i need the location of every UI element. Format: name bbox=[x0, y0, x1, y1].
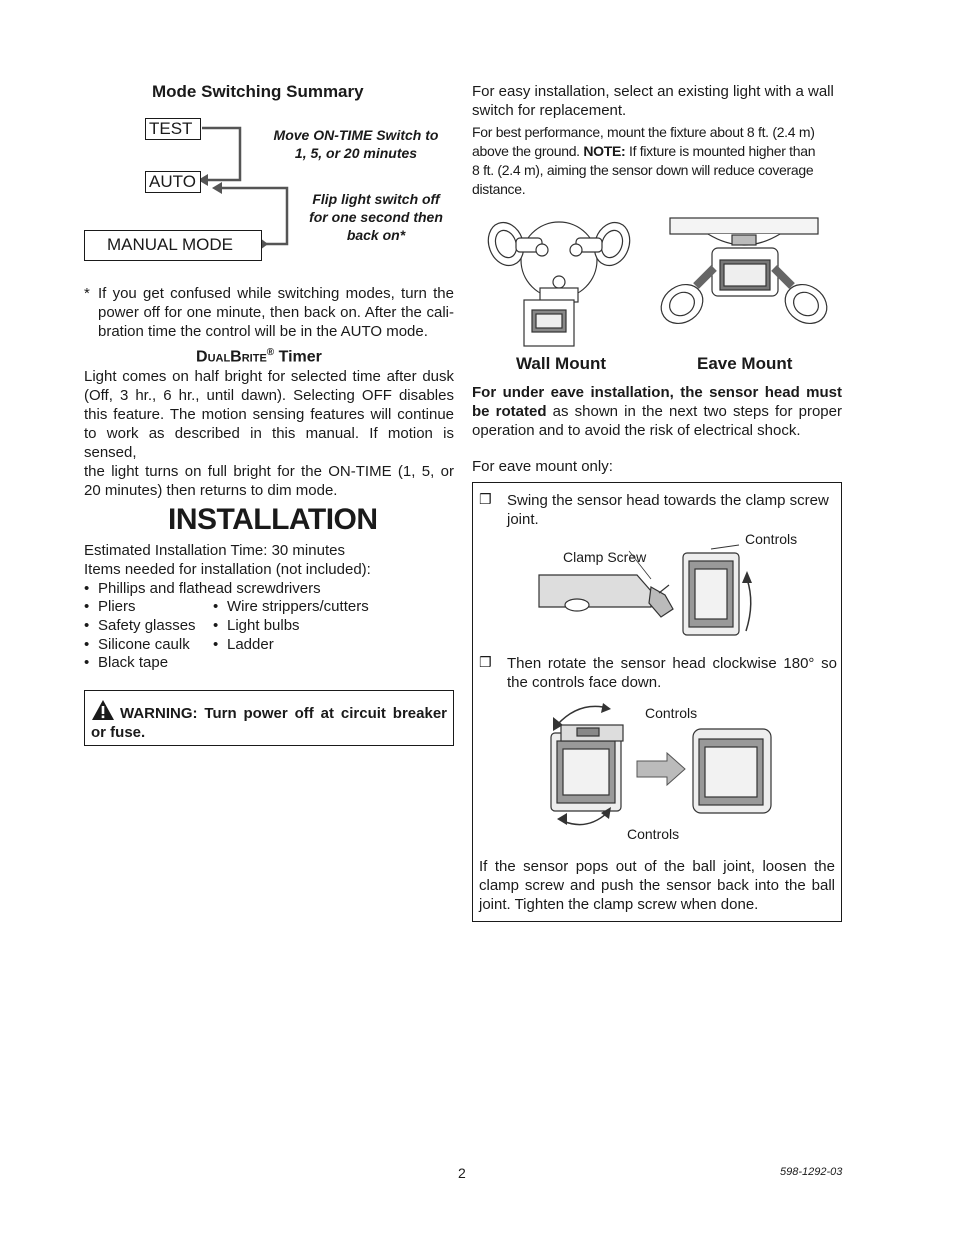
footnote-line: power off for one minute, then back on. After the cali- bbox=[98, 304, 454, 321]
manual-mode-label: MANUAL MODE bbox=[84, 230, 262, 261]
list-item: • Ladder bbox=[227, 635, 274, 654]
list-item: • Safety glasses bbox=[98, 616, 196, 635]
perf-line: If fixture is mounted higher than bbox=[625, 143, 816, 159]
perf-line: For best performance, mount the fixture about 8 ft. (2.4 m) bbox=[472, 124, 815, 140]
ontime-note-line: Move ON-TIME Switch to bbox=[273, 127, 439, 143]
dualbrite-title-part: B bbox=[230, 348, 242, 366]
clamp-screw-label: Clamp Screw bbox=[563, 549, 647, 565]
dualbrite-line: the light turns on full bright for the ON-TIME (1, 5, or bbox=[84, 463, 454, 480]
footnote-line: bration time the control will be in the AUTO mode. bbox=[98, 323, 428, 340]
easy-line: switch for replacement. bbox=[472, 102, 627, 119]
eave-line: be rotated bbox=[472, 403, 547, 420]
eave-mount-caption: Eave Mount bbox=[697, 354, 793, 373]
dualbrite-title-part: UAL bbox=[207, 352, 231, 365]
ontime-note bbox=[250, 126, 462, 162]
dualbrite-line: this feature. The motion sensing features will continue bbox=[84, 406, 454, 423]
list-item: • Light bulbs bbox=[227, 616, 300, 635]
checkbox-icon: ❒ bbox=[479, 491, 492, 507]
dualbrite-line: to work as described in this manual. If motion is sensed, bbox=[84, 425, 454, 461]
dualbrite-title-part: Timer bbox=[274, 348, 322, 366]
list-item: • Pliers bbox=[98, 597, 136, 616]
flip-note-line: for one second then bbox=[309, 209, 443, 225]
document-code: 598-1292-03 bbox=[780, 1166, 843, 1178]
dualbrite-line: 20 minutes) then returns to dim mode. bbox=[84, 482, 338, 499]
eave-steps-box bbox=[472, 482, 842, 922]
items-intro: Items needed for installation (not included): bbox=[84, 561, 371, 578]
swing-sensor-illustration bbox=[533, 543, 763, 638]
ball-joint-text bbox=[479, 857, 835, 914]
step2-text bbox=[507, 654, 837, 692]
perf-line: 8 ft. (2.4 m), aiming the sensor down will reduce coverage bbox=[472, 162, 814, 178]
registered-mark: ® bbox=[266, 347, 275, 358]
checkbox-icon: ❒ bbox=[479, 654, 492, 670]
warning-line: or fuse. bbox=[91, 724, 146, 741]
footnote bbox=[98, 284, 454, 341]
dualbrite-title-part: D bbox=[196, 348, 208, 366]
perf-line: above the ground. bbox=[472, 143, 584, 159]
easy-line: For easy installation, select an existing light with a wall bbox=[472, 83, 834, 100]
pop-line: joint. Tighten the clamp screw when done. bbox=[479, 896, 759, 913]
wall-mount-illustration bbox=[484, 210, 634, 350]
warning-text bbox=[91, 704, 447, 742]
flip-note-line: back on* bbox=[346, 227, 406, 243]
rotate-sensor-illustration bbox=[543, 703, 783, 833]
controls-label-top: Controls bbox=[645, 705, 698, 721]
step-line: the controls face down. bbox=[507, 674, 662, 691]
dualbrite-line: (Off, 3 hr., 6 hr., until dawn). Selecting OFF disables bbox=[84, 387, 454, 404]
step-line: Swing the sensor head towards the clamp screw bbox=[507, 492, 829, 509]
list-item: • Black tape bbox=[98, 653, 168, 672]
installation-heading: INSTALLATION bbox=[168, 503, 378, 536]
flip-note-line: Flip light switch off bbox=[312, 191, 440, 207]
footnote-mark: * bbox=[84, 285, 90, 302]
page-number: 2 bbox=[458, 1165, 466, 1181]
best-performance-text bbox=[472, 123, 842, 199]
warning-line: WARNING: Turn power off at circuit breaker bbox=[120, 705, 447, 722]
controls-label-bottom: Controls bbox=[627, 826, 680, 842]
install-time: Estimated Installation Time: 30 minutes bbox=[84, 542, 345, 559]
dualbrite-title-part: RITE bbox=[241, 352, 267, 365]
wall-mount-caption: Wall Mount bbox=[516, 354, 607, 373]
list-item: • Wire strippers/cutters bbox=[227, 597, 369, 616]
note-label: NOTE: bbox=[583, 143, 626, 159]
dualbrite-title bbox=[196, 347, 322, 366]
step-line: joint. bbox=[507, 511, 539, 528]
test-mode-label: TEST bbox=[145, 118, 201, 140]
pop-line: If the sensor pops out of the ball joint, loosen the bbox=[479, 858, 835, 875]
controls-label: Controls bbox=[745, 531, 798, 547]
ontime-note-line: 1, 5, or 20 minutes bbox=[294, 145, 418, 161]
eave-line: as shown in the next two steps for proper bbox=[546, 403, 842, 420]
footnote-line: If you get confused while switching modes, turn the bbox=[98, 285, 454, 302]
pop-line: clamp screw and push the sensor back into the ball bbox=[479, 877, 835, 894]
eave-warning-text bbox=[472, 383, 842, 440]
eave-line: For under eave installation, the sensor head must bbox=[472, 384, 842, 401]
mode-switching-title: Mode Switching Summary bbox=[152, 82, 364, 101]
eave-line: operation and to avoid the risk of electrical shock. bbox=[472, 422, 801, 439]
list-item: • Phillips and flathead screwdrivers bbox=[98, 579, 321, 598]
flip-switch-note bbox=[295, 190, 457, 244]
step-line: Then rotate the sensor head clockwise 180° so bbox=[507, 655, 837, 672]
eave-only-label: For eave mount only: bbox=[472, 458, 613, 475]
warning-box bbox=[84, 690, 454, 746]
auto-mode-label: AUTO bbox=[145, 171, 201, 193]
step1-text bbox=[507, 491, 837, 529]
dualbrite-line: Light comes on half bright for selected time after dusk bbox=[84, 368, 454, 385]
easy-install-text bbox=[472, 82, 842, 120]
perf-line: distance. bbox=[472, 181, 526, 197]
list-item: • Silicone caulk bbox=[98, 635, 190, 654]
dualbrite-description bbox=[84, 367, 454, 500]
eave-mount-illustration bbox=[656, 216, 832, 340]
